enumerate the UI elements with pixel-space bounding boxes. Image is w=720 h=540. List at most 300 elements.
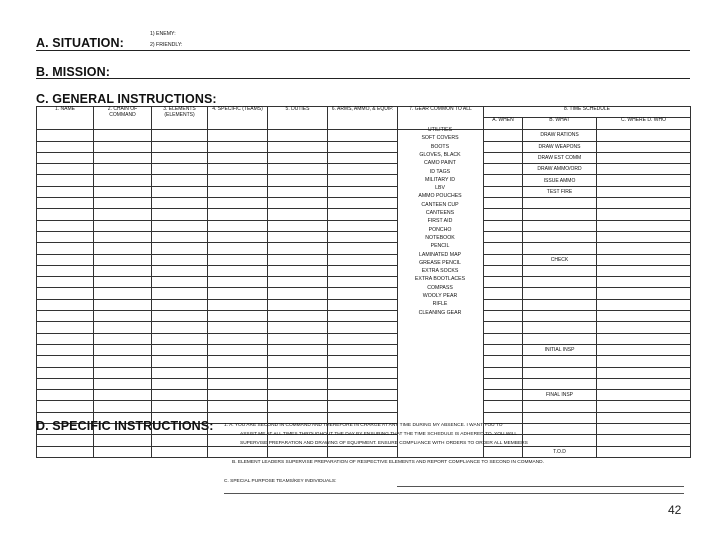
table-cell[interactable] [597, 186, 691, 197]
header-gear-common: 7. GEAR COMMON TO ALL [398, 107, 484, 130]
enemy-label: 1) ENEMY: [150, 31, 176, 37]
table-cell[interactable] [152, 288, 208, 299]
table-row [37, 198, 691, 209]
table-cell[interactable] [484, 344, 523, 355]
table-cell[interactable] [328, 367, 398, 378]
table-cell[interactable] [523, 209, 597, 220]
table-cell[interactable] [523, 367, 597, 378]
table-cell[interactable] [328, 401, 398, 412]
table-cell[interactable] [94, 344, 152, 355]
table-cell[interactable] [597, 254, 691, 265]
table-cell[interactable] [597, 209, 691, 220]
table-row [37, 231, 691, 242]
table-cell[interactable] [152, 164, 208, 175]
table-cell[interactable] [484, 277, 523, 288]
table-cell[interactable] [328, 277, 398, 288]
table-cell[interactable] [268, 254, 328, 265]
table-cell[interactable] [597, 220, 691, 231]
table-cell[interactable] [484, 164, 523, 175]
table-cell[interactable] [484, 175, 523, 186]
gear-item: CANTEENS [425, 210, 455, 216]
table-cell[interactable] [328, 209, 398, 220]
table-cell[interactable] [268, 401, 328, 412]
gear-item: EXTRA BOOTLACES [414, 276, 466, 283]
mission-title: B. MISSION: [36, 65, 111, 79]
table-cell[interactable] [208, 311, 268, 322]
table-cell[interactable] [523, 333, 597, 344]
table-cell[interactable] [328, 243, 398, 254]
specific-line-b: B. ELEMENT LEADERS SUPERVISE PREPARATION OF RESPECTIVE ELEMENTS AND REPORT COMPLIANCE TO SECOND IN COMMAND. [232, 460, 544, 465]
table-row [37, 378, 691, 389]
table-row [37, 164, 691, 175]
table-row [37, 277, 691, 288]
table-cell[interactable] [268, 356, 328, 367]
schedule-item: DRAW EST COMM [523, 152, 597, 163]
special-purpose-line-2 [224, 493, 684, 494]
table-cell[interactable] [597, 198, 691, 209]
table-cell[interactable] [268, 152, 328, 163]
table-cell[interactable] [328, 446, 398, 457]
table-cell[interactable] [94, 175, 152, 186]
table-cell[interactable] [94, 367, 152, 378]
table-cell[interactable] [37, 141, 94, 152]
table-cell[interactable] [208, 378, 268, 389]
table-cell[interactable] [94, 209, 152, 220]
table-cell[interactable] [37, 356, 94, 367]
table-cell[interactable] [152, 220, 208, 231]
table-cell[interactable] [152, 311, 208, 322]
gear-item: UTILITIES [427, 127, 453, 133]
table-cell[interactable] [328, 311, 398, 322]
table-cell[interactable] [268, 164, 328, 175]
header-duties: 5. DUTIES [268, 107, 328, 130]
table-cell[interactable] [208, 243, 268, 254]
table-cell[interactable] [37, 288, 94, 299]
table-cell[interactable] [94, 141, 152, 152]
specific-line-a1: 1. A. YOU ARE SECOND IN COMMAND AND THEREFORE IN CHARGE AT ANY TIME DURING MY ABSENCE. I WANT YOU TO [224, 423, 503, 428]
table-cell[interactable] [152, 152, 208, 163]
table-cell[interactable] [523, 231, 597, 242]
table-cell[interactable] [484, 299, 523, 310]
table-cell[interactable] [268, 344, 328, 355]
table-cell[interactable] [268, 141, 328, 152]
table-cell[interactable] [484, 220, 523, 231]
table-cell[interactable] [268, 311, 328, 322]
table-cell[interactable] [328, 152, 398, 163]
table-cell[interactable] [152, 231, 208, 242]
table-cell[interactable] [523, 424, 597, 435]
table-cell[interactable] [523, 356, 597, 367]
table-cell[interactable] [484, 333, 523, 344]
table-cell[interactable] [152, 254, 208, 265]
table-cell[interactable] [152, 356, 208, 367]
table-cell[interactable] [208, 186, 268, 197]
table-cell[interactable] [268, 198, 328, 209]
table-cell[interactable] [484, 130, 523, 141]
table-cell[interactable] [37, 130, 94, 141]
gear-item: GREASE PENCIL [419, 259, 461, 266]
table-cell[interactable] [484, 186, 523, 197]
table-cell[interactable] [37, 333, 94, 344]
table-cell[interactable] [152, 367, 208, 378]
table-cell[interactable] [484, 198, 523, 209]
specific-line-a2: ASSIST ME AT ALL TIMES THROUGHOUT THE DAY BY ENSURING THAT THE TIME SCHEDULE IS ADHERED TO. YOU WILL [240, 432, 518, 437]
table-cell[interactable] [94, 401, 152, 412]
table-cell[interactable] [268, 175, 328, 186]
table-cell[interactable] [268, 231, 328, 242]
table-cell[interactable] [37, 254, 94, 265]
gear-item: PENCIL [430, 243, 450, 250]
gear-item: COMPASS [427, 284, 453, 291]
table-cell[interactable] [523, 378, 597, 389]
mission-rule [36, 78, 690, 79]
table-cell[interactable] [37, 243, 94, 254]
table-cell[interactable] [268, 288, 328, 299]
table-cell[interactable] [328, 220, 398, 231]
table-cell[interactable] [268, 209, 328, 220]
table-cell[interactable] [37, 435, 94, 446]
table-cell[interactable] [268, 412, 328, 423]
table-cell[interactable] [37, 367, 94, 378]
table-cell[interactable] [484, 412, 523, 423]
table-cell[interactable] [268, 390, 328, 401]
table-cell[interactable] [208, 333, 268, 344]
table-cell[interactable] [208, 152, 268, 163]
table-cell[interactable] [152, 141, 208, 152]
table-cell[interactable] [94, 446, 152, 457]
table-cell[interactable] [484, 378, 523, 389]
table-cell[interactable] [268, 243, 328, 254]
gear-item: WOOLY PEAR [422, 293, 458, 299]
table-cell[interactable] [152, 333, 208, 344]
table-cell[interactable] [268, 322, 328, 333]
table-row [37, 130, 691, 141]
table-cell[interactable] [328, 344, 398, 355]
table-cell[interactable] [268, 299, 328, 310]
table-cell[interactable] [208, 401, 268, 412]
table-cell[interactable] [597, 265, 691, 276]
situation-rule [36, 50, 690, 51]
table-cell[interactable] [328, 254, 398, 265]
table-cell[interactable] [597, 311, 691, 322]
table-cell[interactable] [328, 288, 398, 299]
table-cell[interactable] [597, 367, 691, 378]
table-cell[interactable] [523, 243, 597, 254]
table-cell[interactable] [268, 333, 328, 344]
table-cell[interactable] [484, 311, 523, 322]
table-cell[interactable] [37, 311, 94, 322]
table-cell[interactable] [328, 175, 398, 186]
table-cell[interactable] [328, 231, 398, 242]
table-cell[interactable] [152, 435, 208, 446]
table-cell[interactable] [328, 198, 398, 209]
table-cell[interactable] [597, 175, 691, 186]
table-cell[interactable] [37, 299, 94, 310]
table-cell[interactable] [328, 356, 398, 367]
general-title: C. GENERAL INSTRUCTIONS: [36, 92, 217, 106]
table-cell[interactable] [523, 311, 597, 322]
table-cell[interactable] [597, 231, 691, 242]
schedule-item: FINAL INSP [523, 390, 597, 401]
table-cell[interactable] [597, 446, 691, 457]
schedule-item: INITIAL INSP [523, 344, 597, 355]
table-cell[interactable] [94, 130, 152, 141]
table-row [37, 220, 691, 231]
table-cell[interactable] [94, 186, 152, 197]
table-cell[interactable] [37, 446, 94, 457]
table-cell[interactable] [484, 356, 523, 367]
table-cell[interactable] [328, 299, 398, 310]
table-cell[interactable] [597, 412, 691, 423]
specific-line-c: C. SPECIAL PURPOSE TEAMS/KEY INDIVIDUALS: [224, 479, 337, 484]
table-cell[interactable] [208, 322, 268, 333]
header-elements: 3. ELEMENTS (ELEMENTS) [152, 107, 208, 130]
table-cell[interactable] [484, 243, 523, 254]
table-cell[interactable] [208, 141, 268, 152]
table-cell[interactable] [484, 446, 523, 457]
table-row [37, 141, 691, 152]
table-cell[interactable] [37, 209, 94, 220]
table-cell[interactable] [208, 367, 268, 378]
table-cell[interactable] [523, 288, 597, 299]
subheader-what: B. WHAT [523, 118, 597, 130]
table-cell[interactable] [94, 356, 152, 367]
table-cell[interactable] [37, 401, 94, 412]
table-cell[interactable] [94, 390, 152, 401]
table-cell[interactable] [523, 265, 597, 276]
table-cell[interactable] [37, 198, 94, 209]
table-cell[interactable] [268, 130, 328, 141]
table-cell[interactable] [484, 209, 523, 220]
table-cell[interactable] [597, 322, 691, 333]
table-row [37, 186, 691, 197]
table-cell[interactable] [268, 277, 328, 288]
table-cell[interactable] [484, 231, 523, 242]
table-cell[interactable] [208, 446, 268, 457]
header-chain-of-command: 2. CHAIN OF COMMAND [94, 107, 152, 130]
table-cell[interactable] [597, 390, 691, 401]
table-cell[interactable] [523, 401, 597, 412]
table-cell[interactable] [208, 277, 268, 288]
table-cell[interactable] [94, 198, 152, 209]
table-cell[interactable] [94, 435, 152, 446]
table-cell[interactable] [328, 322, 398, 333]
table-cell[interactable] [37, 152, 94, 163]
table-cell[interactable] [37, 378, 94, 389]
table-cell[interactable] [152, 277, 208, 288]
gear-item: NOTEBOOK [425, 234, 455, 241]
table-cell[interactable] [37, 175, 94, 186]
table-row [37, 344, 691, 355]
table-cell[interactable] [37, 186, 94, 197]
table-cell[interactable] [523, 299, 597, 310]
table-cell[interactable] [152, 198, 208, 209]
table-cell[interactable] [208, 412, 268, 423]
gear-item: ID TAGS [429, 168, 451, 175]
gear-item: BOOTS [430, 143, 450, 150]
gear-item: RIFLE [432, 301, 448, 308]
table-cell[interactable] [597, 152, 691, 163]
table-cell[interactable] [152, 175, 208, 186]
table-cell[interactable] [152, 401, 208, 412]
table-cell[interactable] [37, 231, 94, 242]
table-cell[interactable] [208, 130, 268, 141]
table-cell[interactable] [94, 277, 152, 288]
table-cell[interactable] [208, 220, 268, 231]
table-cell[interactable] [152, 322, 208, 333]
schedule-item: TEST FIRE [523, 186, 597, 197]
table-cell[interactable] [152, 446, 208, 457]
table-row [37, 390, 691, 401]
table-cell[interactable] [328, 186, 398, 197]
schedule-item: DRAW RATIONS [523, 130, 597, 141]
table-cell[interactable] [523, 412, 597, 423]
table-cell[interactable] [484, 288, 523, 299]
table-cell[interactable] [94, 254, 152, 265]
schedule-item: T.O.D [523, 446, 597, 457]
table-cell[interactable] [597, 378, 691, 389]
table-cell[interactable] [208, 209, 268, 220]
table-cell[interactable] [484, 265, 523, 276]
table-cell[interactable] [597, 288, 691, 299]
table-cell[interactable] [37, 277, 94, 288]
table-row [37, 322, 691, 333]
page-number: 42 [668, 503, 682, 517]
table-cell[interactable] [94, 299, 152, 310]
table-cell[interactable] [328, 412, 398, 423]
table-cell[interactable] [94, 220, 152, 231]
table-cell[interactable] [37, 164, 94, 175]
table-row [37, 401, 691, 412]
table-cell[interactable] [94, 288, 152, 299]
table-cell[interactable] [328, 265, 398, 276]
table-cell[interactable] [268, 446, 328, 457]
gear-item: SOFT COVERS [421, 135, 459, 142]
gear-item: FIRST AID [427, 218, 453, 225]
special-purpose-line [397, 486, 684, 487]
table-cell[interactable] [94, 378, 152, 389]
table-row [37, 254, 691, 265]
table-cell[interactable] [208, 265, 268, 276]
table-cell[interactable] [268, 220, 328, 231]
table-cell[interactable] [152, 299, 208, 310]
table-cell[interactable] [208, 175, 268, 186]
gear-item: MILITARY ID [425, 176, 455, 183]
table-cell[interactable] [597, 277, 691, 288]
table-cell[interactable] [94, 231, 152, 242]
table-cell[interactable] [37, 220, 94, 231]
table-cell[interactable] [152, 209, 208, 220]
table-cell[interactable] [523, 277, 597, 288]
table-cell[interactable] [94, 164, 152, 175]
table-row [37, 243, 691, 254]
table-cell[interactable] [152, 390, 208, 401]
table-cell[interactable] [208, 198, 268, 209]
table-cell[interactable] [94, 333, 152, 344]
table-cell[interactable] [484, 401, 523, 412]
table-cell[interactable] [597, 333, 691, 344]
specific-title: D. SPECIFIC INSTRUCTIONS: [36, 419, 214, 433]
table-cell[interactable] [268, 265, 328, 276]
table-cell[interactable] [328, 130, 398, 141]
table-cell[interactable] [152, 186, 208, 197]
table-cell[interactable] [484, 367, 523, 378]
gear-item: CANTEEN CUP [421, 201, 459, 208]
table-row [37, 333, 691, 344]
table-cell[interactable] [328, 164, 398, 175]
table-cell[interactable] [597, 299, 691, 310]
table-cell[interactable] [208, 164, 268, 175]
table-cell[interactable] [94, 152, 152, 163]
table-cell[interactable] [37, 344, 94, 355]
table-cell[interactable] [152, 243, 208, 254]
table-row [37, 152, 691, 163]
table-cell[interactable] [94, 322, 152, 333]
table-cell[interactable] [597, 435, 691, 446]
table-cell[interactable] [268, 367, 328, 378]
table-cell[interactable] [94, 311, 152, 322]
table-cell[interactable] [597, 164, 691, 175]
table-cell[interactable] [328, 141, 398, 152]
table-row [37, 311, 691, 322]
table-cell[interactable] [484, 152, 523, 163]
table-cell[interactable] [484, 390, 523, 401]
table-cell[interactable] [597, 424, 691, 435]
table-cell[interactable] [597, 356, 691, 367]
table-cell[interactable] [523, 198, 597, 209]
table-cell[interactable] [484, 322, 523, 333]
table-cell[interactable] [208, 299, 268, 310]
table-row [37, 356, 691, 367]
table-row [37, 265, 691, 276]
table-cell[interactable] [208, 254, 268, 265]
table-cell[interactable] [94, 243, 152, 254]
table-cell[interactable] [208, 356, 268, 367]
table-cell[interactable] [208, 390, 268, 401]
table-cell[interactable] [597, 141, 691, 152]
gear-item: PONCHO [428, 226, 452, 233]
table-cell[interactable] [152, 344, 208, 355]
table-cell[interactable] [152, 130, 208, 141]
table-cell[interactable] [484, 254, 523, 265]
gear-item: CAMO PAINT [424, 160, 456, 167]
table-cell[interactable] [37, 265, 94, 276]
table-cell[interactable] [328, 333, 398, 344]
table-cell[interactable] [328, 378, 398, 389]
table-cell[interactable] [597, 243, 691, 254]
table-cell[interactable] [523, 220, 597, 231]
table-cell[interactable] [208, 344, 268, 355]
table-cell[interactable] [37, 390, 94, 401]
table-row [37, 446, 691, 457]
table-cell[interactable] [597, 130, 691, 141]
table-cell[interactable] [597, 401, 691, 412]
table-row [37, 209, 691, 220]
table-cell[interactable] [523, 322, 597, 333]
table-cell[interactable] [37, 322, 94, 333]
table-cell[interactable] [268, 186, 328, 197]
table-cell[interactable] [484, 141, 523, 152]
table-cell[interactable] [152, 378, 208, 389]
table-cell[interactable] [152, 265, 208, 276]
table-cell[interactable] [523, 435, 597, 446]
table-cell[interactable] [597, 344, 691, 355]
table-cell[interactable] [94, 265, 152, 276]
table-cell[interactable] [328, 390, 398, 401]
table-cell[interactable] [268, 378, 328, 389]
table-cell[interactable] [208, 288, 268, 299]
table-cell[interactable] [208, 231, 268, 242]
